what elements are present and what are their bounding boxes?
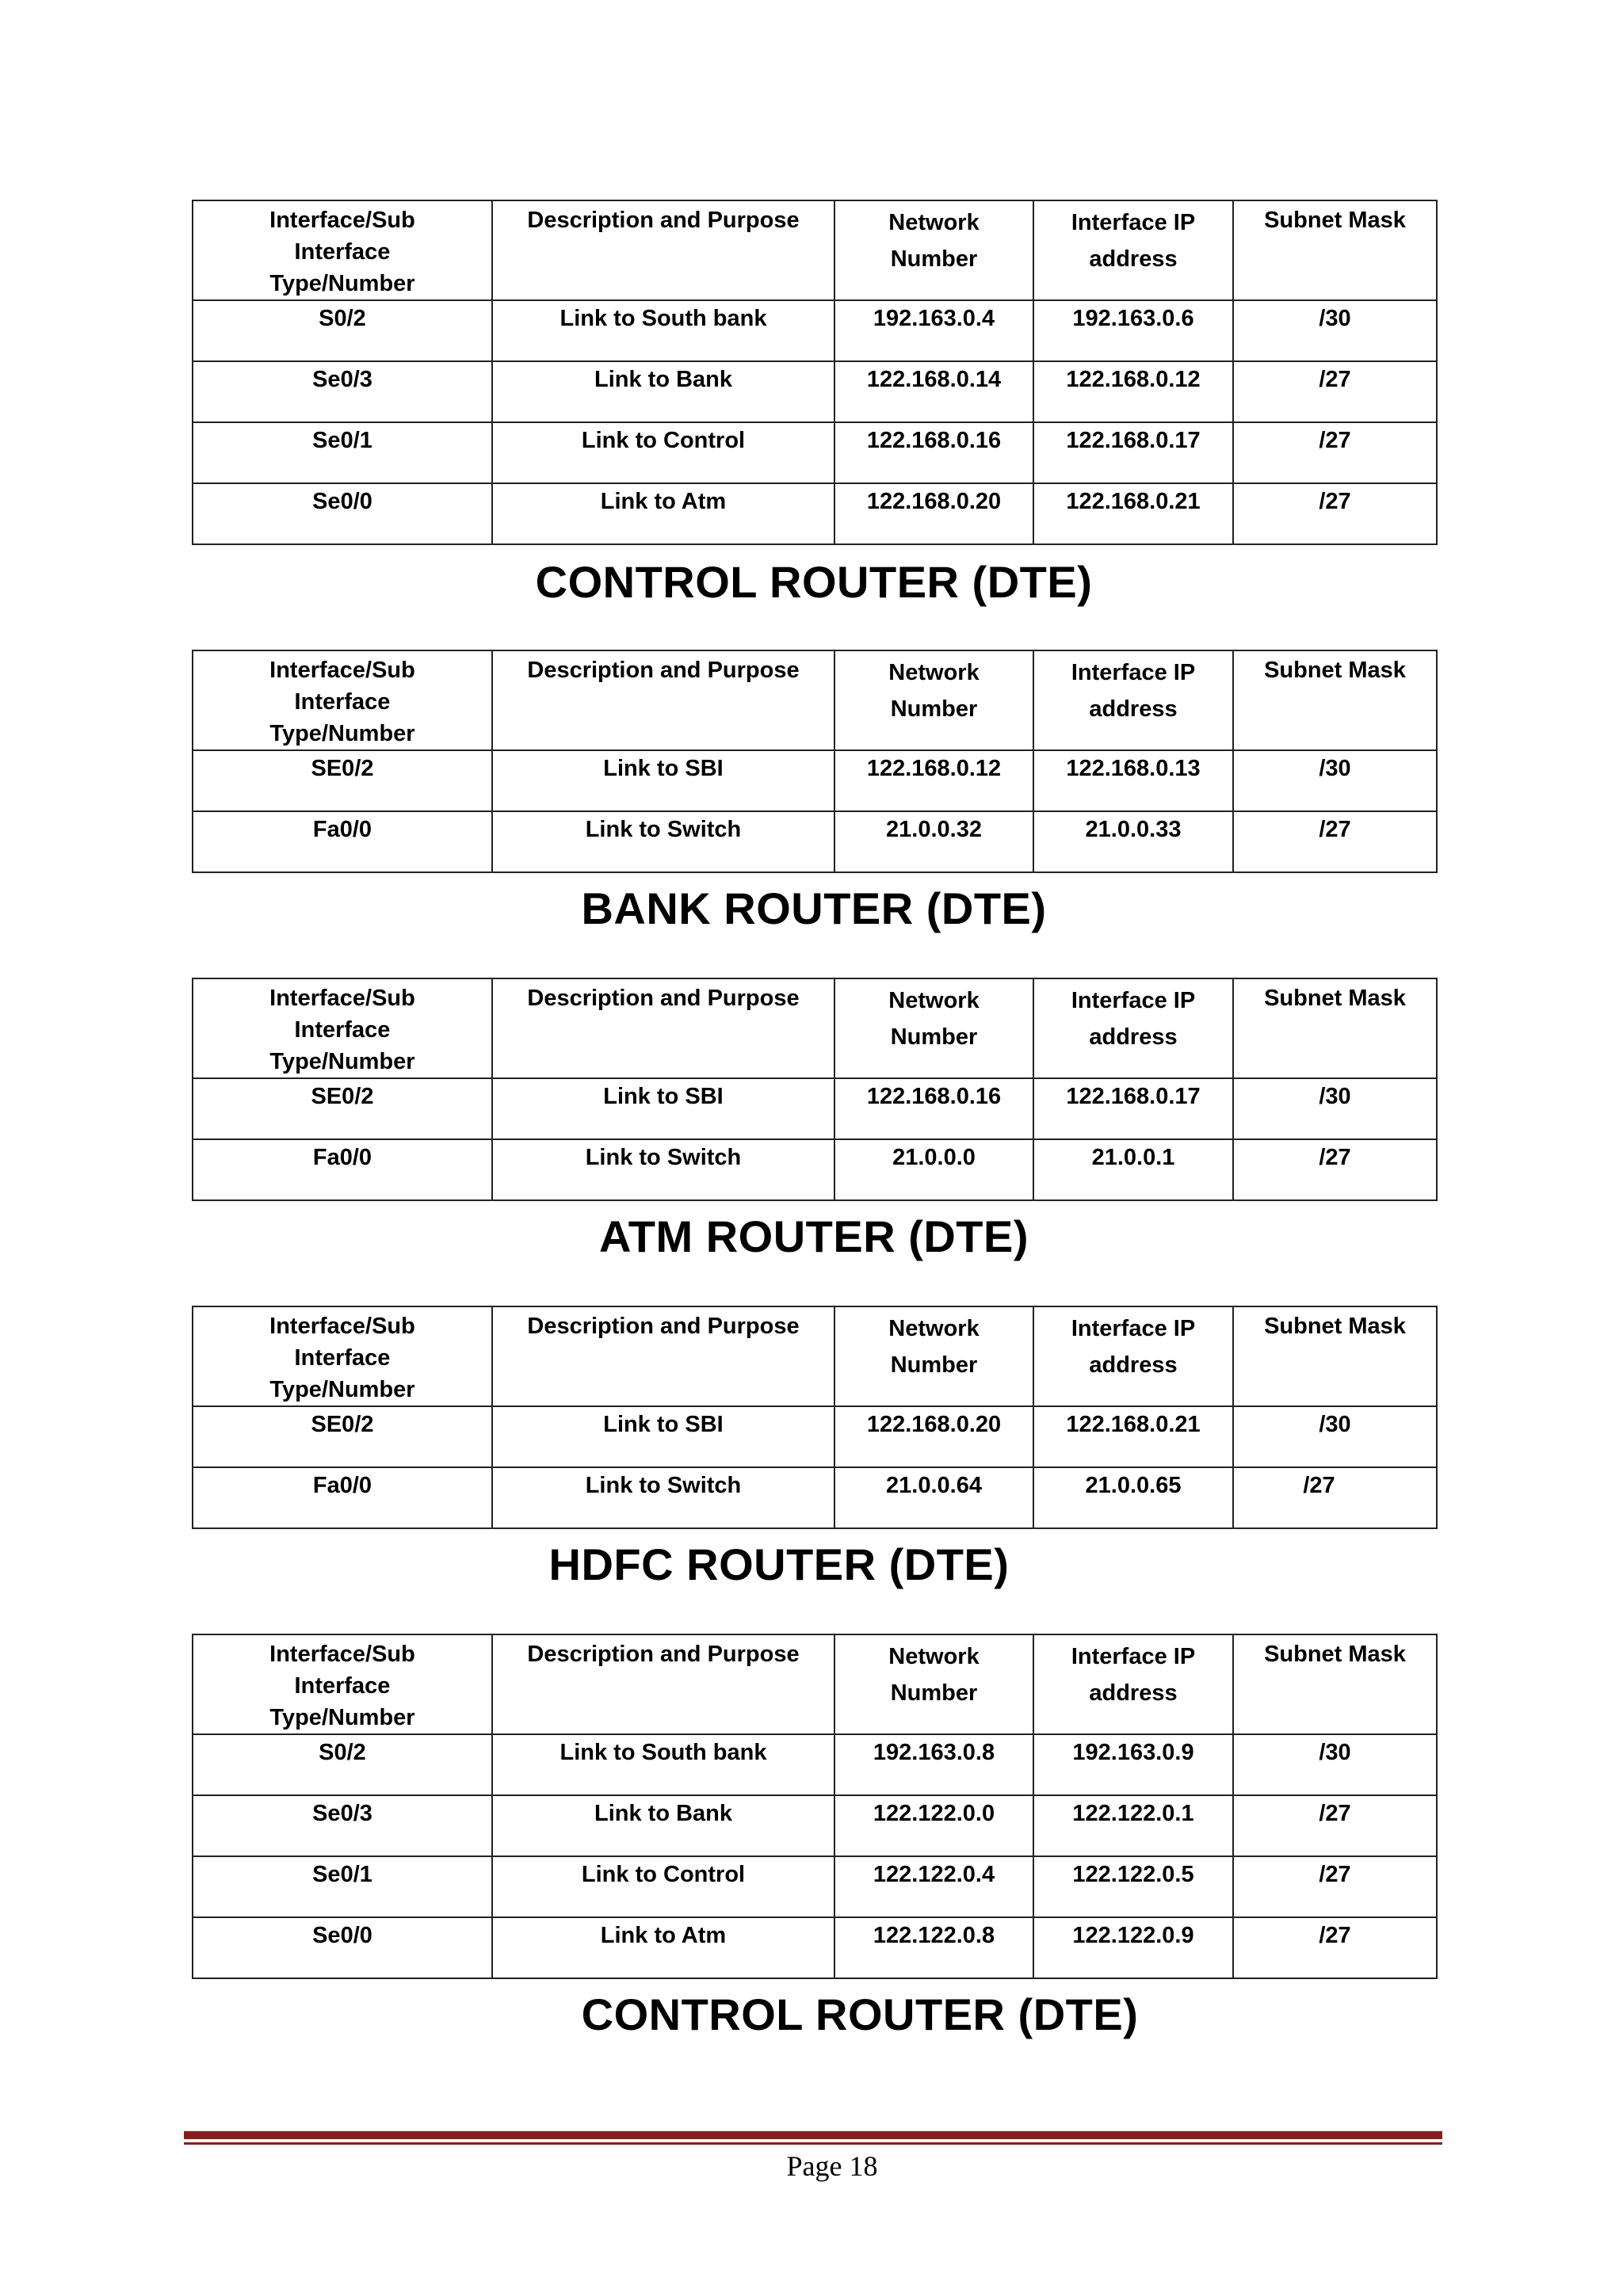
cell-ip: 122.122.0.1 bbox=[1033, 1795, 1233, 1856]
table-row bbox=[193, 811, 1437, 872]
section-heading: CONTROL ROUTER (DTE) bbox=[581, 1989, 1139, 2039]
cell-interface: Fa0/0 bbox=[193, 1139, 492, 1200]
header-interface: Interface/Sub Interface Type/Number bbox=[193, 1634, 492, 1734]
table-row bbox=[193, 422, 1437, 483]
cell-network: 122.168.0.12 bbox=[834, 750, 1033, 811]
cell-ip: 122.122.0.5 bbox=[1033, 1856, 1233, 1917]
footer-divider bbox=[184, 2131, 1442, 2139]
header-interface: Interface/Sub Interface Type/Number bbox=[193, 978, 492, 1078]
cell-interface: Se0/3 bbox=[193, 361, 492, 422]
cell-ip: 122.168.0.21 bbox=[1033, 1406, 1233, 1467]
table-row bbox=[193, 1467, 1437, 1528]
table-header-row bbox=[193, 1634, 1437, 1734]
interface-table-4 bbox=[192, 1306, 1438, 1529]
cell-network: 21.0.0.32 bbox=[834, 811, 1033, 872]
cell-interface: Fa0/0 bbox=[193, 1467, 492, 1528]
cell-ip: 21.0.0.65 bbox=[1033, 1467, 1233, 1528]
interface-table-1 bbox=[192, 200, 1438, 545]
cell-ip: 122.122.0.9 bbox=[1033, 1917, 1233, 1978]
cell-description: Link to SBI bbox=[492, 1078, 834, 1139]
table-header-row bbox=[193, 650, 1437, 750]
cell-description: Link to South bank bbox=[492, 300, 834, 361]
header-network: Network Number bbox=[834, 650, 1033, 750]
header-ip: Interface IP address bbox=[1033, 650, 1233, 750]
section-heading: HDFC ROUTER (DTE) bbox=[548, 1539, 1010, 1589]
header-ip: Interface IP address bbox=[1033, 1634, 1233, 1734]
cell-mask: /30 bbox=[1233, 1734, 1437, 1795]
cell-interface: Se0/1 bbox=[193, 422, 492, 483]
cell-ip: 192.163.0.9 bbox=[1033, 1734, 1233, 1795]
cell-mask: /27 bbox=[1233, 1467, 1437, 1528]
section-heading: BANK ROUTER (DTE) bbox=[581, 883, 1047, 933]
cell-description: Link to Atm bbox=[492, 483, 834, 544]
cell-description: Link to SBI bbox=[492, 750, 834, 811]
table-row bbox=[193, 750, 1437, 811]
page-number: Page 18 bbox=[786, 2150, 878, 2182]
cell-interface: Se0/0 bbox=[193, 483, 492, 544]
header-network: Network Number bbox=[834, 978, 1033, 1078]
cell-ip: 21.0.0.33 bbox=[1033, 811, 1233, 872]
header-description: Description and Purpose bbox=[492, 200, 834, 300]
cell-interface: S0/2 bbox=[193, 1734, 492, 1795]
table-row bbox=[193, 483, 1437, 544]
cell-ip: 122.168.0.21 bbox=[1033, 483, 1233, 544]
header-description: Description and Purpose bbox=[492, 1634, 834, 1734]
table-row bbox=[193, 1917, 1437, 1978]
header-network: Network Number bbox=[834, 200, 1033, 300]
cell-description: Link to South bank bbox=[492, 1734, 834, 1795]
cell-mask: /30 bbox=[1233, 300, 1437, 361]
cell-interface: S0/2 bbox=[193, 300, 492, 361]
cell-network: 122.122.0.8 bbox=[834, 1917, 1033, 1978]
cell-description: Link to Atm bbox=[492, 1917, 834, 1978]
header-mask: Subnet Mask bbox=[1233, 200, 1437, 300]
cell-ip: 122.168.0.17 bbox=[1033, 422, 1233, 483]
cell-mask: /30 bbox=[1233, 1078, 1437, 1139]
cell-mask: /27 bbox=[1233, 1856, 1437, 1917]
cell-description: Link to Bank bbox=[492, 1795, 834, 1856]
cell-network: 21.0.0.0 bbox=[834, 1139, 1033, 1200]
table-row bbox=[193, 1406, 1437, 1467]
interface-table-3 bbox=[192, 978, 1438, 1201]
cell-network: 122.122.0.4 bbox=[834, 1856, 1033, 1917]
header-description: Description and Purpose bbox=[492, 1306, 834, 1406]
cell-network: 122.168.0.16 bbox=[834, 1078, 1033, 1139]
header-mask: Subnet Mask bbox=[1233, 978, 1437, 1078]
cell-interface: Fa0/0 bbox=[193, 811, 492, 872]
header-description: Description and Purpose bbox=[492, 650, 834, 750]
cell-network: 21.0.0.64 bbox=[834, 1467, 1033, 1528]
interface-table-2 bbox=[192, 650, 1438, 873]
cell-interface: SE0/2 bbox=[193, 1078, 492, 1139]
footer-divider-thin bbox=[184, 2142, 1442, 2145]
table-row bbox=[193, 1734, 1437, 1795]
header-interface: Interface/Sub Interface Type/Number bbox=[193, 650, 492, 750]
cell-ip: 192.163.0.6 bbox=[1033, 300, 1233, 361]
cell-description: Link to Switch bbox=[492, 1139, 834, 1200]
cell-interface: Se0/0 bbox=[193, 1917, 492, 1978]
cell-description: Link to Control bbox=[492, 1856, 834, 1917]
table-row bbox=[193, 361, 1437, 422]
cell-description: Link to Control bbox=[492, 422, 834, 483]
table-row bbox=[193, 1078, 1437, 1139]
cell-mask: /27 bbox=[1233, 1795, 1437, 1856]
cell-network: 192.163.0.8 bbox=[834, 1734, 1033, 1795]
table-row bbox=[193, 1795, 1437, 1856]
cell-mask: /27 bbox=[1233, 811, 1437, 872]
table-header-row bbox=[193, 978, 1437, 1078]
table-row bbox=[193, 300, 1437, 361]
table-header-row bbox=[193, 1306, 1437, 1406]
header-mask: Subnet Mask bbox=[1233, 650, 1437, 750]
header-network: Network Number bbox=[834, 1634, 1033, 1734]
cell-interface: SE0/2 bbox=[193, 750, 492, 811]
header-ip: Interface IP address bbox=[1033, 978, 1233, 1078]
cell-description: Link to Switch bbox=[492, 811, 834, 872]
cell-description: Link to SBI bbox=[492, 1406, 834, 1467]
cell-description: Link to Switch bbox=[492, 1467, 834, 1528]
table-row bbox=[193, 1856, 1437, 1917]
header-ip: Interface IP address bbox=[1033, 1306, 1233, 1406]
header-interface: Interface/Sub Interface Type/Number bbox=[193, 1306, 492, 1406]
header-interface: Interface/Sub Interface Type/Number bbox=[193, 200, 492, 300]
cell-interface: Se0/3 bbox=[193, 1795, 492, 1856]
table-row bbox=[193, 1139, 1437, 1200]
cell-mask: /27 bbox=[1233, 483, 1437, 544]
header-mask: Subnet Mask bbox=[1233, 1306, 1437, 1406]
cell-mask: /30 bbox=[1233, 1406, 1437, 1467]
header-network: Network Number bbox=[834, 1306, 1033, 1406]
cell-mask: /27 bbox=[1233, 361, 1437, 422]
cell-network: 122.122.0.0 bbox=[834, 1795, 1033, 1856]
cell-network: 192.163.0.4 bbox=[834, 300, 1033, 361]
cell-ip: 122.168.0.17 bbox=[1033, 1078, 1233, 1139]
cell-ip: 122.168.0.13 bbox=[1033, 750, 1233, 811]
header-description: Description and Purpose bbox=[492, 978, 834, 1078]
cell-network: 122.168.0.16 bbox=[834, 422, 1033, 483]
section-heading: ATM ROUTER (DTE) bbox=[599, 1211, 1029, 1261]
section-heading: CONTROL ROUTER (DTE) bbox=[535, 557, 1093, 607]
header-mask: Subnet Mask bbox=[1233, 1634, 1437, 1734]
cell-network: 122.168.0.14 bbox=[834, 361, 1033, 422]
table-header-row bbox=[193, 200, 1437, 300]
header-ip: Interface IP address bbox=[1033, 200, 1233, 300]
cell-interface: Se0/1 bbox=[193, 1856, 492, 1917]
cell-interface: SE0/2 bbox=[193, 1406, 492, 1467]
cell-ip: 122.168.0.12 bbox=[1033, 361, 1233, 422]
cell-mask: /27 bbox=[1233, 422, 1437, 483]
cell-network: 122.168.0.20 bbox=[834, 483, 1033, 544]
cell-mask: /30 bbox=[1233, 750, 1437, 811]
cell-ip: 21.0.0.1 bbox=[1033, 1139, 1233, 1200]
cell-mask: /27 bbox=[1233, 1917, 1437, 1978]
cell-network: 122.168.0.20 bbox=[834, 1406, 1033, 1467]
interface-table-5 bbox=[192, 1634, 1438, 1979]
cell-description: Link to Bank bbox=[492, 361, 834, 422]
cell-mask: /27 bbox=[1233, 1139, 1437, 1200]
